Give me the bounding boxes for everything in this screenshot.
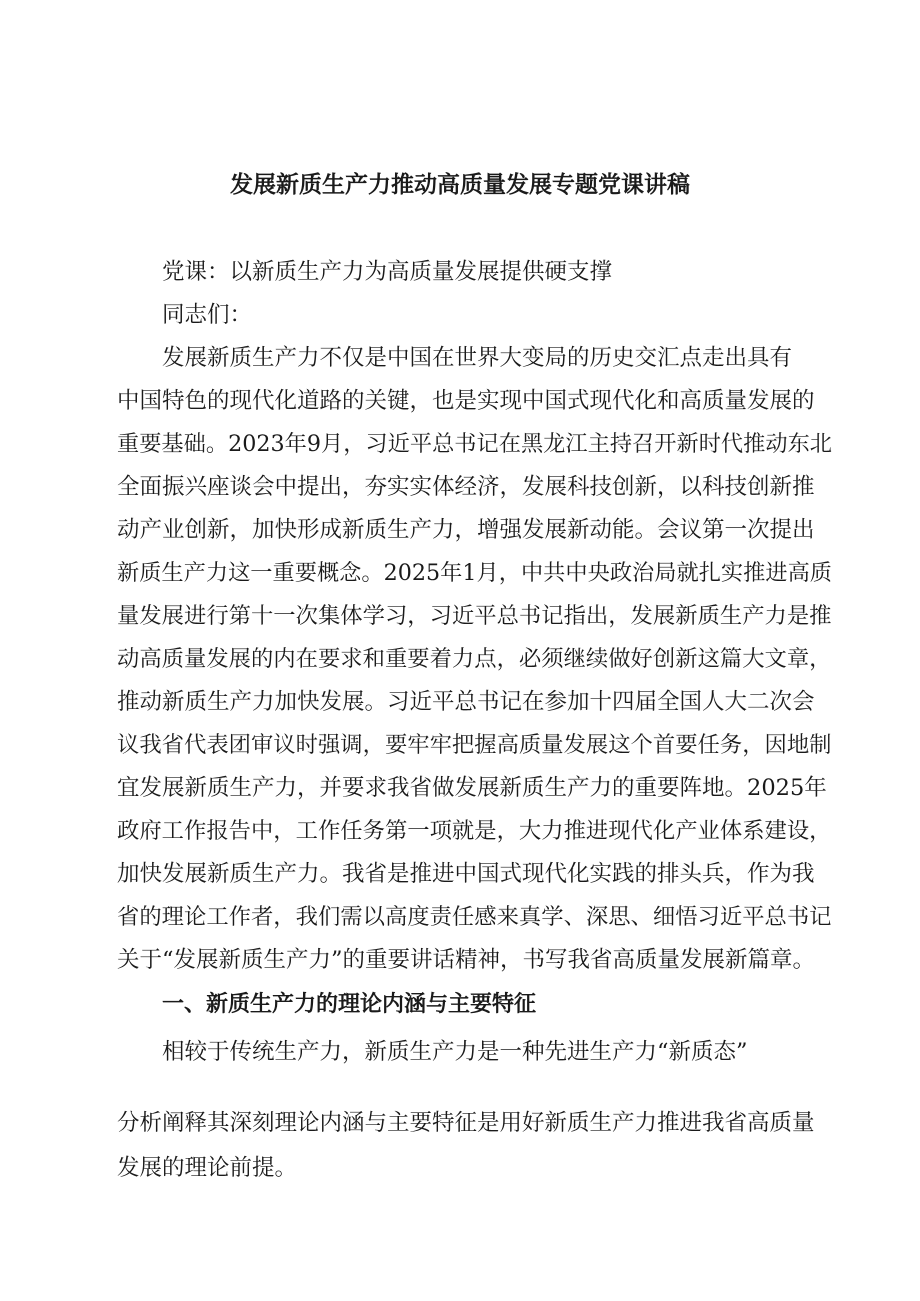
paragraph-line: 动高质量发展的内在要求和重要着力点，必须继续做好创新这篇大文章，	[117, 646, 832, 672]
lecture-subtitle: 党课：以新质生产力为高质量发展提供硬支撑	[162, 259, 613, 285]
salutation: 同志们：	[162, 302, 253, 328]
paragraph-line: 政府工作报告中，工作任务第一项就是，大力推进现代化产业体系建设，	[117, 818, 832, 844]
paragraph-line: 新质生产力这一重要概念。2025年1月，中共中央政治局就扎实推进高质	[117, 560, 833, 586]
paragraph-line: 省的理论工作者，我们需以高度责任感来真学、深思、细悟习近平总书记	[117, 904, 832, 930]
paragraph-line: 加快发展新质生产力。我省是推进中国式现代化实践的排头兵，作为我	[117, 861, 815, 887]
paragraph-line: 分析阐释其深刻理论内涵与主要特征是用好新质生产力推进我省高质量	[117, 1110, 815, 1136]
section-heading: 一、新质生产力的理论内涵与主要特征	[162, 992, 537, 1017]
paragraph-line: 宜发展新质生产力，并要求我省做发展新质生产力的重要阵地。2025年	[117, 775, 827, 801]
paragraph-line: 动产业创新，加快形成新质生产力，增强发展新动能。会议第一次提出	[117, 517, 815, 543]
paragraph-line: 重要基础。2023年9月，习近平总书记在黑龙江主持召开新时代推动东北	[117, 431, 833, 457]
paragraph-line: 中国特色的现代化道路的关键，也是实现中国式现代化和高质量发展的	[117, 388, 815, 414]
section-intro-line: 相较于传统生产力，新质生产力是一种先进生产力“新质态”	[162, 1039, 748, 1065]
paragraph-line: 发展新质生产力不仅是中国在世界大变局的历史交汇点走出具有	[162, 345, 793, 371]
paragraph-line: 全面振兴座谈会中提出，夯实实体经济，发展科技创新，以科技创新推	[117, 474, 815, 500]
paragraph-line: 议我省代表团审议时强调，要牢牢把握高质量发展这个首要任务，因地制	[117, 732, 832, 758]
paragraph-line: 推动新质生产力加快发展。习近平总书记在参加十四届全国人大二次会	[117, 689, 815, 715]
paragraph-line: 量发展进行第十一次集体学习，习近平总书记指出，发展新质生产力是推	[117, 603, 832, 629]
paragraph-line: 关于“发展新质生产力”的重要讲话精神，书写我省高质量发展新篇章。	[117, 947, 816, 973]
paragraph-line: 发展的理论前提。	[117, 1155, 298, 1181]
document-title: 发展新质生产力推动高质量发展专题党课讲稿	[230, 172, 690, 198]
